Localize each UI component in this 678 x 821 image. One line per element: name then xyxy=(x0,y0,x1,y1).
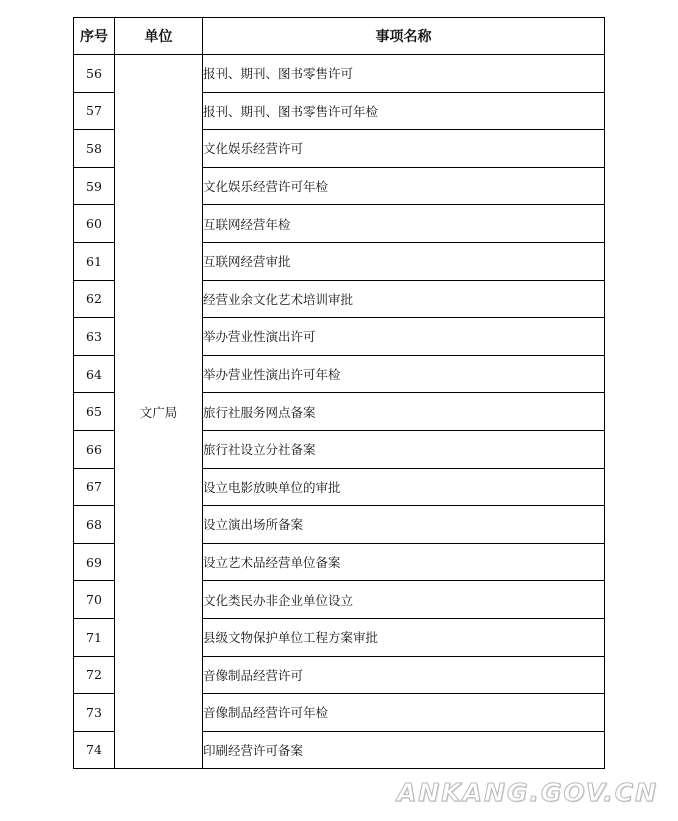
item-name: 音像制品经营许可 xyxy=(203,656,605,694)
site-watermark: ANKANG.GOV.CN xyxy=(396,778,658,807)
table-row xyxy=(74,55,605,93)
item-name: 举办营业性演出许可 xyxy=(203,318,605,356)
item-name: 举办营业性演出许可年检 xyxy=(203,355,605,393)
row-number: 74 xyxy=(74,731,115,769)
row-number: 70 xyxy=(74,581,115,619)
row-number: 65 xyxy=(74,393,115,431)
item-name: 报刊、期刊、图书零售许可 xyxy=(203,55,605,93)
row-number: 60 xyxy=(74,205,115,243)
header-item: 事项名称 xyxy=(203,18,605,55)
item-name: 设立演出场所备案 xyxy=(203,506,605,544)
row-number: 67 xyxy=(74,468,115,506)
row-number: 58 xyxy=(74,130,115,168)
item-name: 互联网经营审批 xyxy=(203,242,605,280)
row-number: 56 xyxy=(74,55,115,93)
row-number: 72 xyxy=(74,656,115,694)
item-name: 旅行社设立分社备案 xyxy=(203,430,605,468)
row-number: 69 xyxy=(74,543,115,581)
header-seq: 序号 xyxy=(74,18,115,55)
item-name: 县级文物保护单位工程方案审批 xyxy=(203,618,605,656)
items-table xyxy=(73,17,605,769)
header-row xyxy=(74,18,605,55)
row-number: 66 xyxy=(74,430,115,468)
item-name: 音像制品经营许可年检 xyxy=(203,694,605,732)
item-name: 文化类民办非企业单位设立 xyxy=(203,581,605,619)
item-name: 旅行社服务网点备案 xyxy=(203,393,605,431)
item-name: 设立艺术品经营单位备案 xyxy=(203,543,605,581)
row-number: 59 xyxy=(74,167,115,205)
row-number: 64 xyxy=(74,355,115,393)
unit-cell: 文广局 xyxy=(115,55,203,769)
row-number: 68 xyxy=(74,506,115,544)
item-name: 设立电影放映单位的审批 xyxy=(203,468,605,506)
item-name: 印刷经营许可备案 xyxy=(203,731,605,769)
header-unit: 单位 xyxy=(115,18,203,55)
row-number: 71 xyxy=(74,618,115,656)
item-name: 互联网经营年检 xyxy=(203,205,605,243)
row-number: 63 xyxy=(74,318,115,356)
item-name: 文化娱乐经营许可年检 xyxy=(203,167,605,205)
item-name: 报刊、期刊、图书零售许可年检 xyxy=(203,92,605,130)
row-number: 57 xyxy=(74,92,115,130)
row-number: 61 xyxy=(74,242,115,280)
item-name: 经营业余文化艺术培训审批 xyxy=(203,280,605,318)
row-number: 62 xyxy=(74,280,115,318)
row-number: 73 xyxy=(74,694,115,732)
item-name: 文化娱乐经营许可 xyxy=(203,130,605,168)
